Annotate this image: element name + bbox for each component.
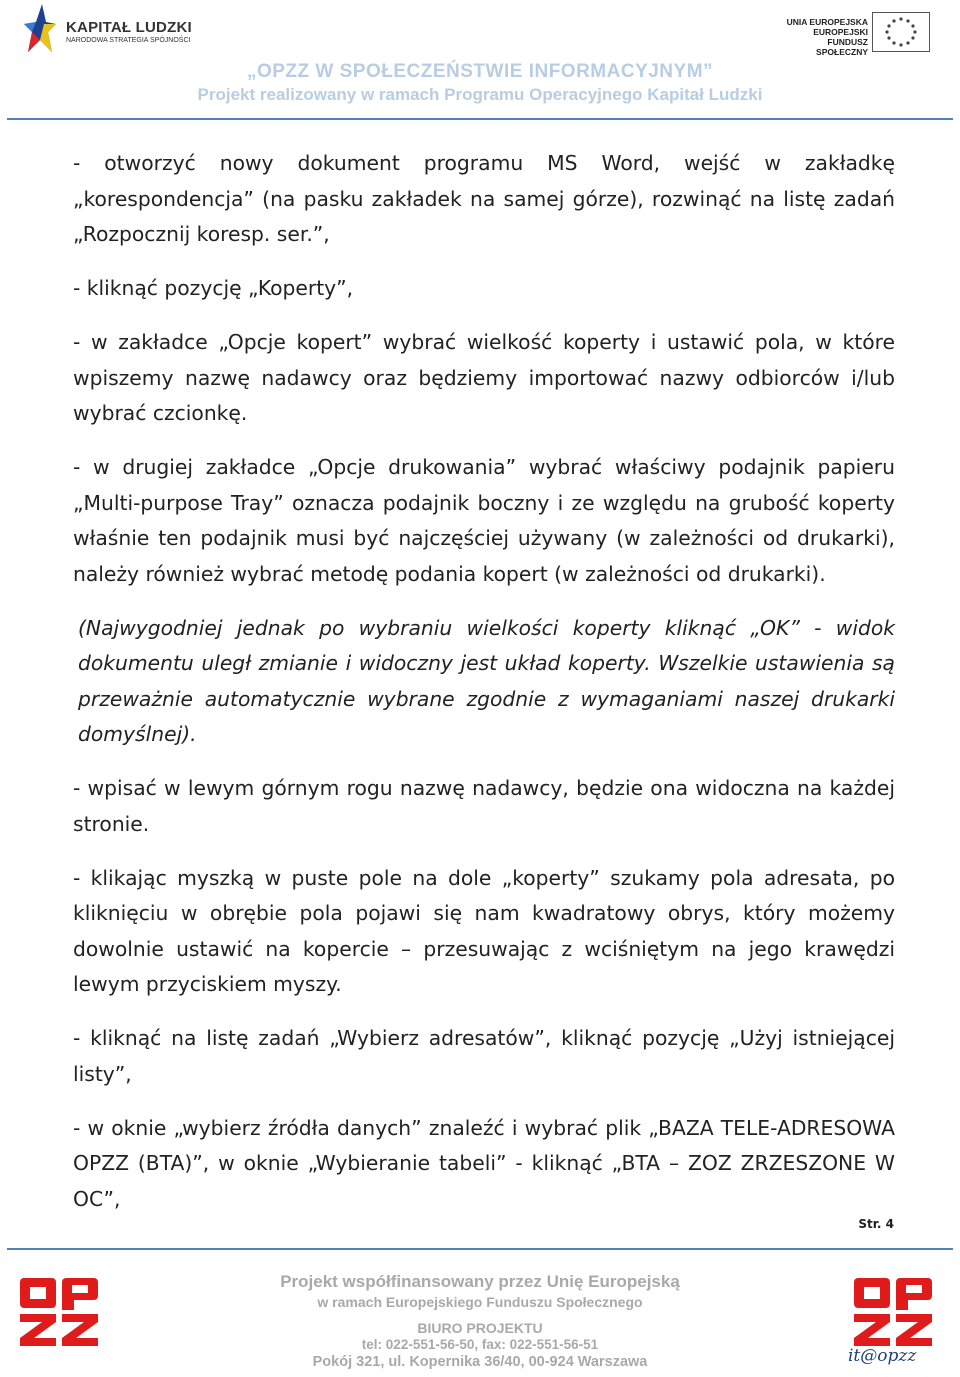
instruction-paragraph: - otworzyć nowy dokument programu MS Word, wejść w zakładkę „korespondencja” (na pasku zakładek na samej górze), rozwinąć na listę zadań „Rozpocznij koresp. ser.”, (73, 151, 895, 246)
instruction-paragraph: - kliknąć na listę zadań „Wybierz adresatów”, kliknąć pozycję „Użyj istniejącej listy”, (73, 1026, 895, 1086)
eu-logo-line: UNIA EUROPEJSKA (786, 17, 868, 27)
eu-logo-line: FUNDUSZ SPOŁECZNY (816, 37, 868, 57)
instruction-paragraph: - klikając myszką w puste pole na dole „koperty” szukamy pola adresata, po kliknięciu w obrębie pola pojawi się nam kwadratowy obrys, który możemy dowolnie ustawić na kopercie – przesuwając z wciśniętym na jego krawędzi lewym przyciskiem myszy. (73, 865, 895, 996)
eu-flag-icon (872, 12, 930, 52)
instruction-paragraph: - kliknąć pozycję „Koperty”, (73, 276, 354, 300)
page-number: Str. 4 (858, 1217, 894, 1231)
footer-line-cofinanced: Projekt współfinansowany przez Unię Europejską (280, 1272, 680, 1291)
eu-logo (782, 12, 932, 56)
footer-line-address: Pokój 321, ul. Kopernika 36/40, 00-924 Warszawa (312, 1354, 648, 1370)
eu-logo-line: EUROPEJSKI (813, 27, 868, 37)
kapital-ludzki-title: KAPITAŁ LUDZKI (66, 19, 192, 36)
header-divider (7, 118, 953, 120)
instruction-paragraph: - w zakładce „Opcje kopert” wybrać wielkość koperty i ustawić pola, w które wpiszemy nazwę nadawcy oraz będziemy importować nazwy odbiorców i/lub wybrać czcionkę. (73, 330, 895, 425)
instruction-paragraph: - w oknie „wybierz źródła danych” znaleźć i wybrać plik „BAZA TELE-ADRESOWA OPZZ (BTA)”, w oknie „Wybieranie tabeli” - kliknąć „BTA – ZOZ ZRZESZONE W OC”, (73, 1115, 895, 1211)
kapital-ludzki-subtitle: NARODOWA STRATEGIA SPÓJNOŚCI (66, 37, 191, 44)
kapital-ludzki-star-icon (22, 2, 58, 54)
project-subtitle: Projekt realizowany w ramach Programu Operacyjnego Kapitał Ludzki (197, 85, 763, 104)
footer-line-efs: w ramach Europejskiego Funduszu Społecznego (317, 1294, 643, 1310)
document-body (73, 146, 895, 1236)
eu-logo-text (782, 17, 868, 57)
italic-note-paragraph: (Najwygodniej jednak po wybraniu wielkości koperty kliknąć „OK” - widok dokumentu uległ zmianie i widoczny jest układ koperty. Wszelkie ustawienia są przeważnie automatycznie wybrane zgodnie z wymaganiami naszej drukarki domyślnej). (78, 615, 895, 746)
footer-line-office: BIURO PROJEKTU (417, 1320, 543, 1336)
opzz-logo-left (18, 1276, 100, 1348)
footer-divider (7, 1248, 953, 1250)
project-title: „OPZZ W SPOŁECZEŃSTWIE INFORMACYJNYM” (246, 61, 714, 82)
instruction-paragraph: - w drugiej zakładce „Opcje drukowania” wybrać właściwy podajnik papieru „Multi-purpose Tray” oznacza podajnik boczny i ze względu na grubość koperty właśnie ten podajnik musi być najczęściej używany (w zależności od drukarki), należy również wybrać metodę podania kopert (w zależności od drukarki). (73, 455, 895, 586)
opzz-tagline: it@opzz (848, 1346, 917, 1366)
kapital-ludzki-logo (22, 2, 212, 58)
footer-line-phone: tel: 022-551-56-50, fax: 022-551-56-51 (361, 1337, 599, 1352)
instruction-paragraph: - wpisać w lewym górnym rogu nazwę nadawcy, będzie ona widoczna na każdej stronie. (73, 776, 895, 836)
opzz-logo-right (852, 1276, 934, 1348)
